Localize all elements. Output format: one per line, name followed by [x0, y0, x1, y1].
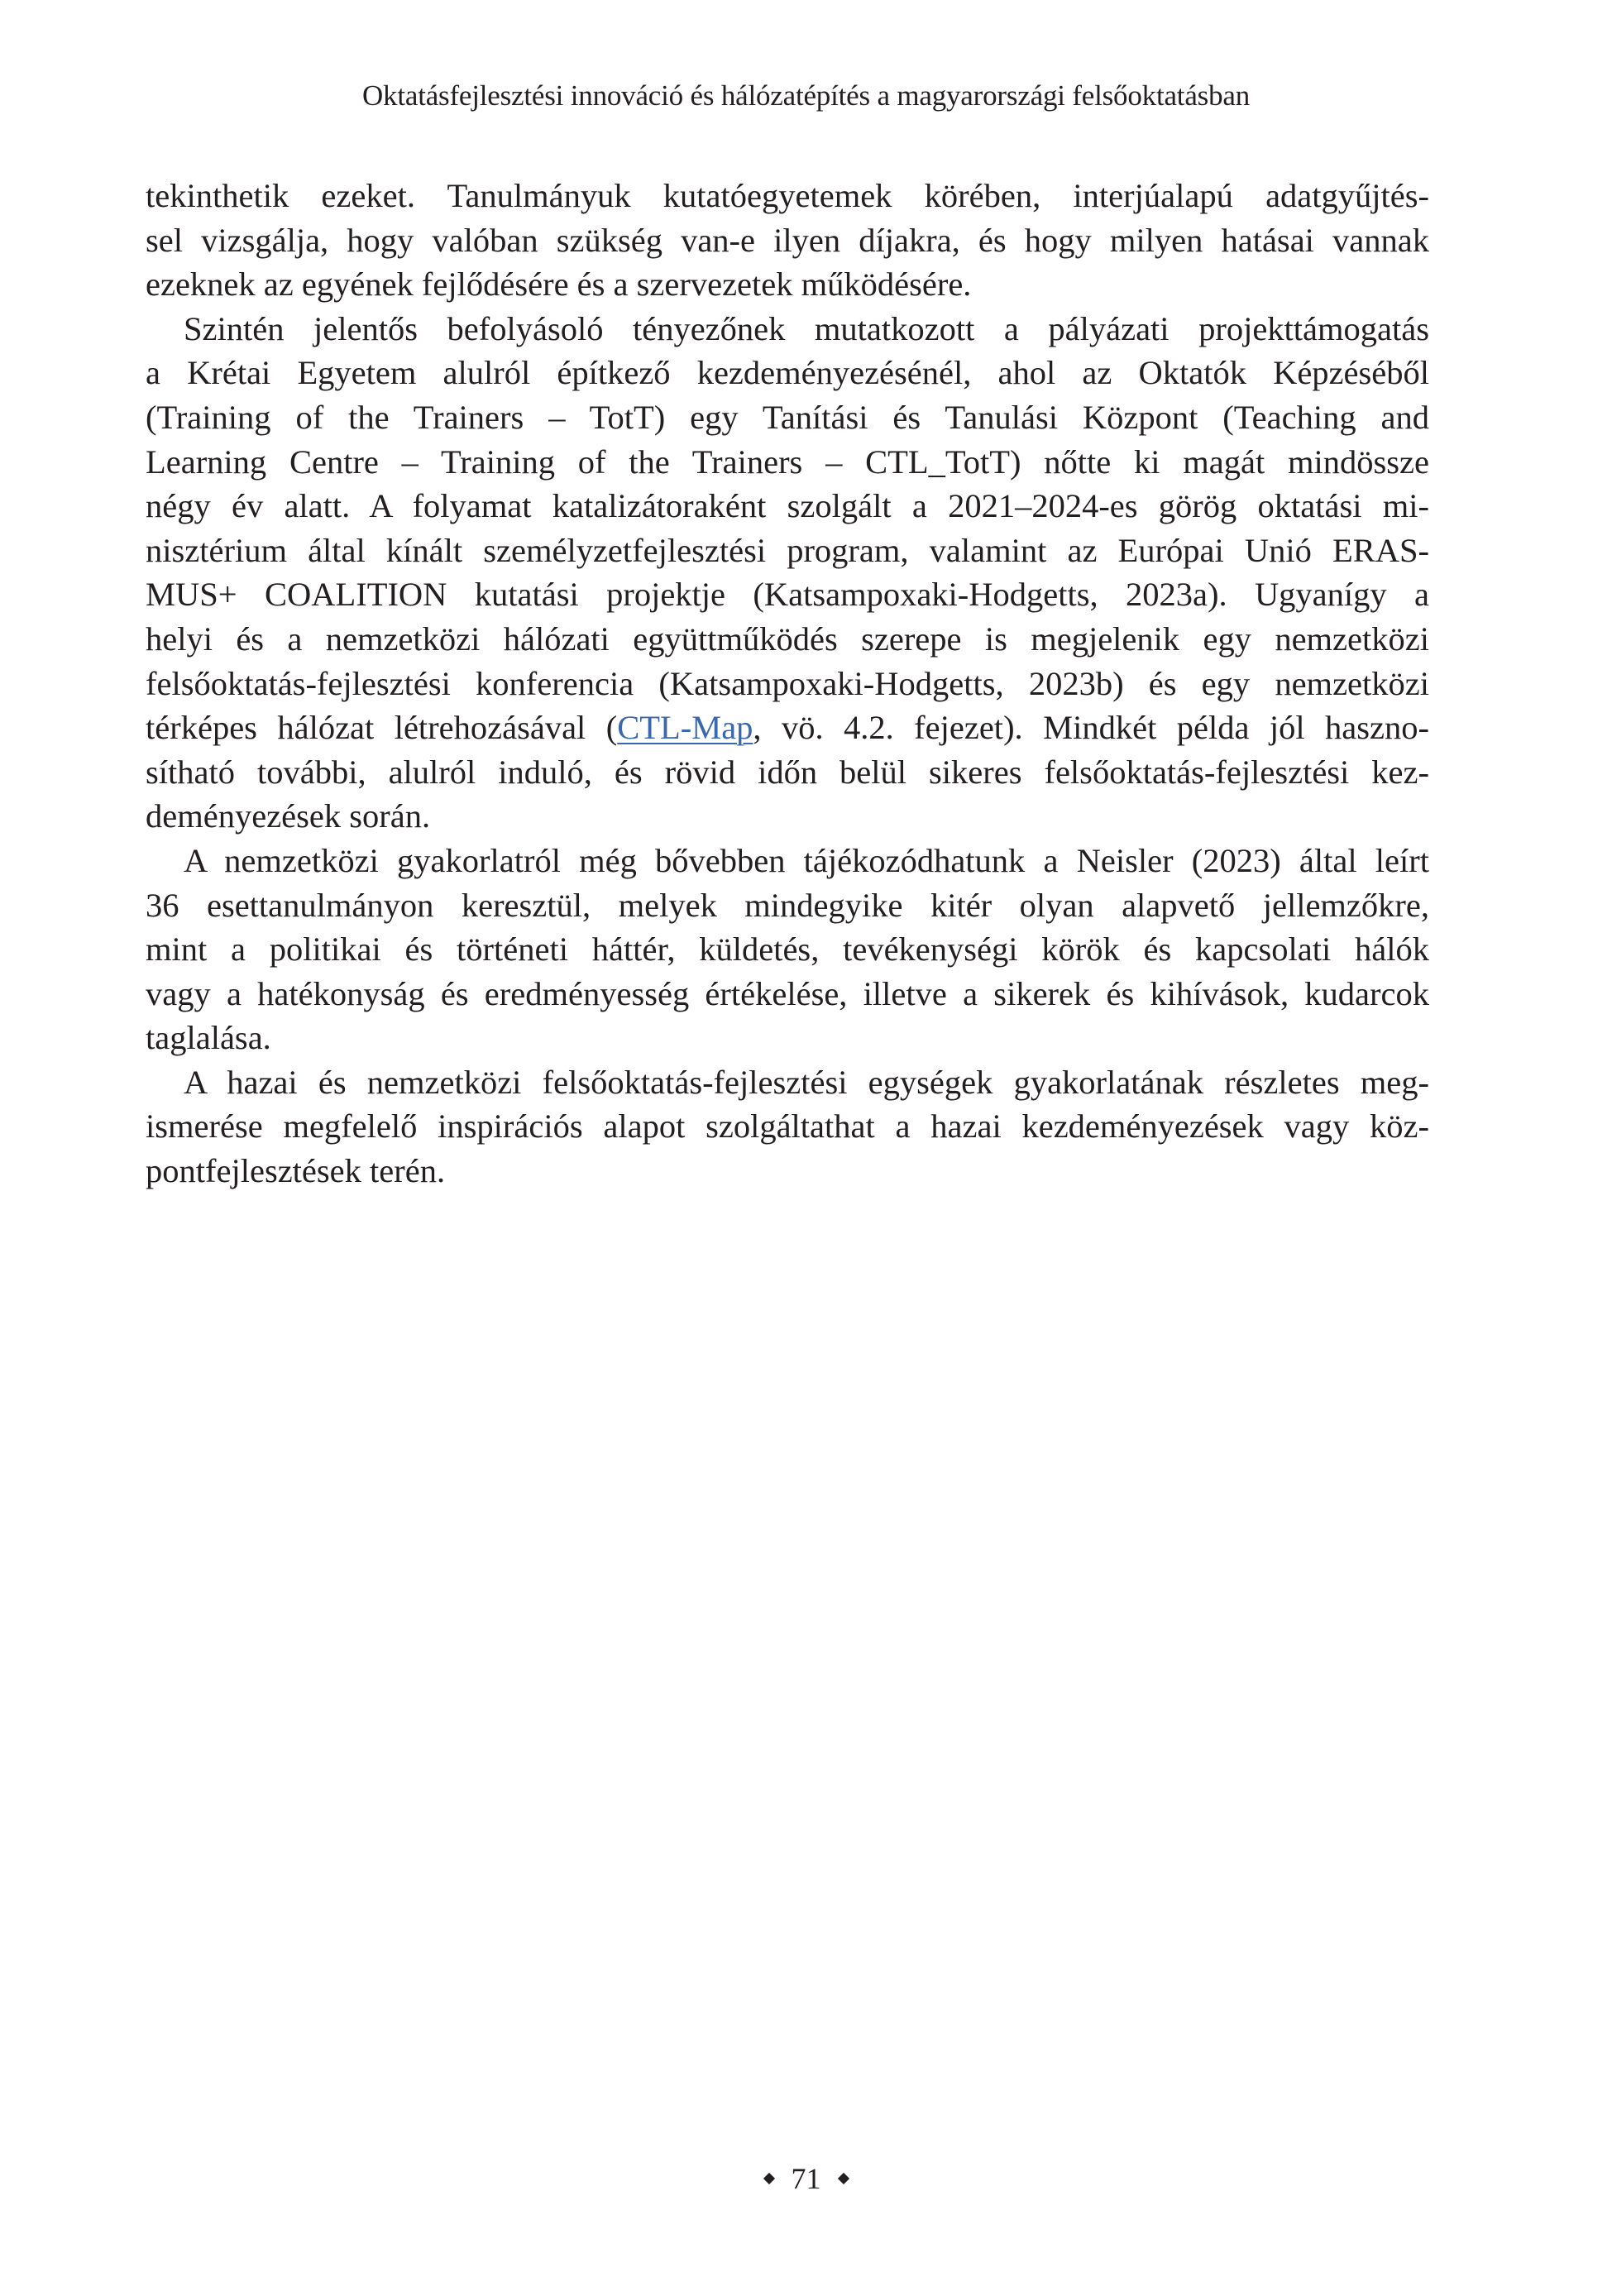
link-line-before: térképes hálózat létrehozásával ( — [146, 709, 618, 747]
text-line: taglalása. — [146, 1019, 271, 1057]
text-line: sel vizsgálja, hogy valóban szükség van-e ilyen díjakra, és hogy milyen hatásai vannak — [146, 221, 1429, 259]
ctl-map-link[interactable]: CTL-Map — [617, 709, 753, 747]
body-text — [146, 174, 1429, 1193]
page-number: 71 — [791, 2162, 821, 2195]
text-line: Learning Centre – Training of the Trainers – CTL_TotT) nőtte ki magát mindössze — [146, 442, 1429, 481]
paragraph-2 — [146, 307, 1429, 839]
text-line: tekinthetik ezeket. Tanulmányuk kutatóegyetemek körében, interjúalapú adatgyűjtés- — [146, 177, 1429, 214]
text-line: négy év alatt. A folyamat katalizátoraként szolgált a 2021–2024-es görög oktatási mi- — [146, 487, 1429, 525]
text-line: a Krétai Egyetem alulról építkező kezdeményezésénél, ahol az Oktatók Képzéséből — [146, 354, 1429, 392]
text-line: 36 esettanulmányon keresztül, melyek mindegyike kitér olyan alapvető jellemzőkre, — [146, 886, 1429, 924]
link-line-after: , vö. 4.2. fejezet). Mindkét példa jól haszno- — [753, 709, 1429, 747]
text-line: Szintén jelentős befolyásoló tényezőnek mutatkozott a pályázati projekttámogatás — [184, 309, 1429, 347]
page-number-footer — [0, 2162, 1612, 2195]
text-line: MUS+ COALITION kutatási projektje (Katsampoxaki-Hodgetts, 2023a). Ugyanígy a — [146, 576, 1429, 614]
text-line: vagy a hatékonyság és eredményesség értékelése, illetve a sikerek és kihívások, kudarcok — [146, 974, 1429, 1012]
text-line: A nemzetközi gyakorlatról még bővebben tájékozódhatunk a Neisler (2023) által leírt — [184, 841, 1429, 879]
text-line-with-link — [146, 706, 1429, 750]
text-line: A hazai és nemzetközi felsőoktatás-fejlesztési egységek gyakorlatának részletes meg- — [184, 1063, 1429, 1101]
paragraph-3 — [146, 839, 1429, 1060]
paragraph-1 — [146, 174, 1429, 307]
text-line: helyi és a nemzetközi hálózati együttműködés szerepe is megjelenik egy nemzetközi — [146, 619, 1429, 658]
text-line: ismerése megfelelő inspirációs alapot szolgáltathat a hazai kezdeményezések vagy köz- — [146, 1107, 1429, 1146]
text-line: pontfejlesztések terén. — [146, 1152, 446, 1190]
text-line: nisztérium által kínált személyzetfejlesztési program, valamint az Európai Unió ERAS- — [146, 531, 1429, 569]
text-line: (Training of the Trainers – TotT) egy Tanítási és Tanulási Központ (Teaching and — [146, 398, 1429, 436]
text-line: ezeknek az egyének fejlődésére és a szervezetek működésére. — [146, 265, 972, 304]
text-line: mint a politikai és történeti háttér, küldetés, tevékenységi körök és kapcsolati hálók — [146, 930, 1429, 969]
running-header: Oktatásfejlesztési innováció és hálózatépítés a magyarországi felsőoktatásban — [361, 79, 1251, 112]
diamond-bullet-icon — [837, 2173, 849, 2184]
text-line: sítható további, alulról induló, és rövid időn belül sikeres felsőoktatás-fejlesztési kez- — [146, 753, 1429, 791]
text-line: deményezések során. — [146, 797, 431, 835]
paragraph-4 — [146, 1060, 1429, 1193]
diamond-bullet-icon — [763, 2173, 774, 2184]
text-line: felsőoktatás-fejlesztési konferencia (Katsampoxaki-Hodgetts, 2023b) és egy nemzetközi — [146, 664, 1429, 702]
